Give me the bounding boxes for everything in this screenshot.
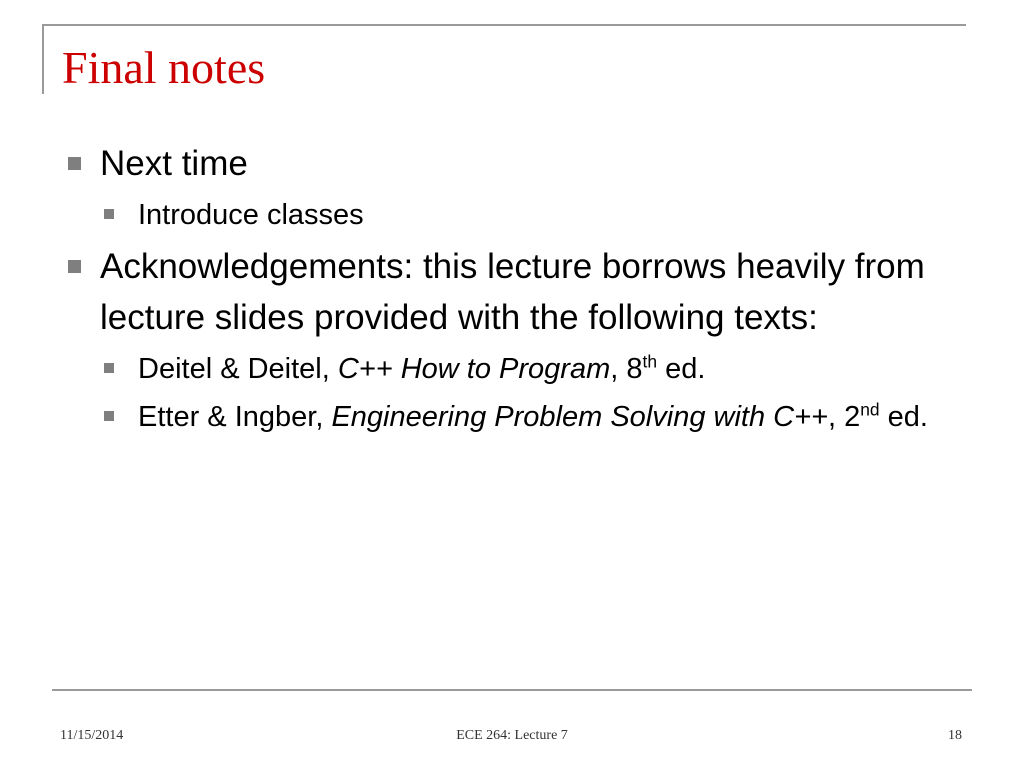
frame-top-line	[42, 24, 966, 26]
citation-edition-number: , 2	[827, 401, 861, 433]
citation-book-title: C++ How to Program	[337, 353, 611, 385]
bullet-text: Acknowledgements: this lecture borrows heavily from lecture slides provided with the following texts:	[100, 247, 925, 337]
bullet-next-time	[62, 138, 962, 189]
citation-edition-number: , 8	[610, 353, 643, 385]
subbullet-introduce-classes	[62, 193, 962, 237]
slide-number: 18	[948, 728, 962, 743]
subbullet-text: Introduce classes	[138, 199, 364, 231]
citation-authors: Etter & Ingber,	[138, 401, 332, 433]
citation-edition-label: ed.	[879, 401, 928, 433]
square-bullet-icon	[68, 157, 81, 170]
bullet-acknowledgements	[62, 241, 962, 343]
subbullet-deitel	[62, 347, 962, 391]
citation-book-title: Engineering Problem Solving with C++	[331, 401, 828, 433]
bullet-text: Next time	[100, 144, 248, 183]
slide-title: Final notes	[62, 42, 266, 93]
square-bullet-icon	[68, 260, 81, 273]
footer-course-label: ECE 264: Lecture 7	[456, 728, 568, 743]
footer-date: 11/15/2014	[60, 728, 124, 743]
citation-edition-suffix: nd	[860, 399, 880, 420]
square-bullet-icon	[104, 411, 114, 421]
slide-content	[62, 138, 962, 439]
frame-left-line	[42, 24, 44, 94]
square-bullet-icon	[104, 209, 114, 219]
citation-authors: Deitel & Deitel,	[138, 353, 338, 385]
citation-edition-label: ed.	[657, 353, 706, 385]
square-bullet-icon	[104, 363, 114, 373]
subbullet-etter	[62, 395, 962, 439]
footer-rule	[52, 689, 972, 691]
citation-edition-suffix: th	[642, 351, 658, 372]
